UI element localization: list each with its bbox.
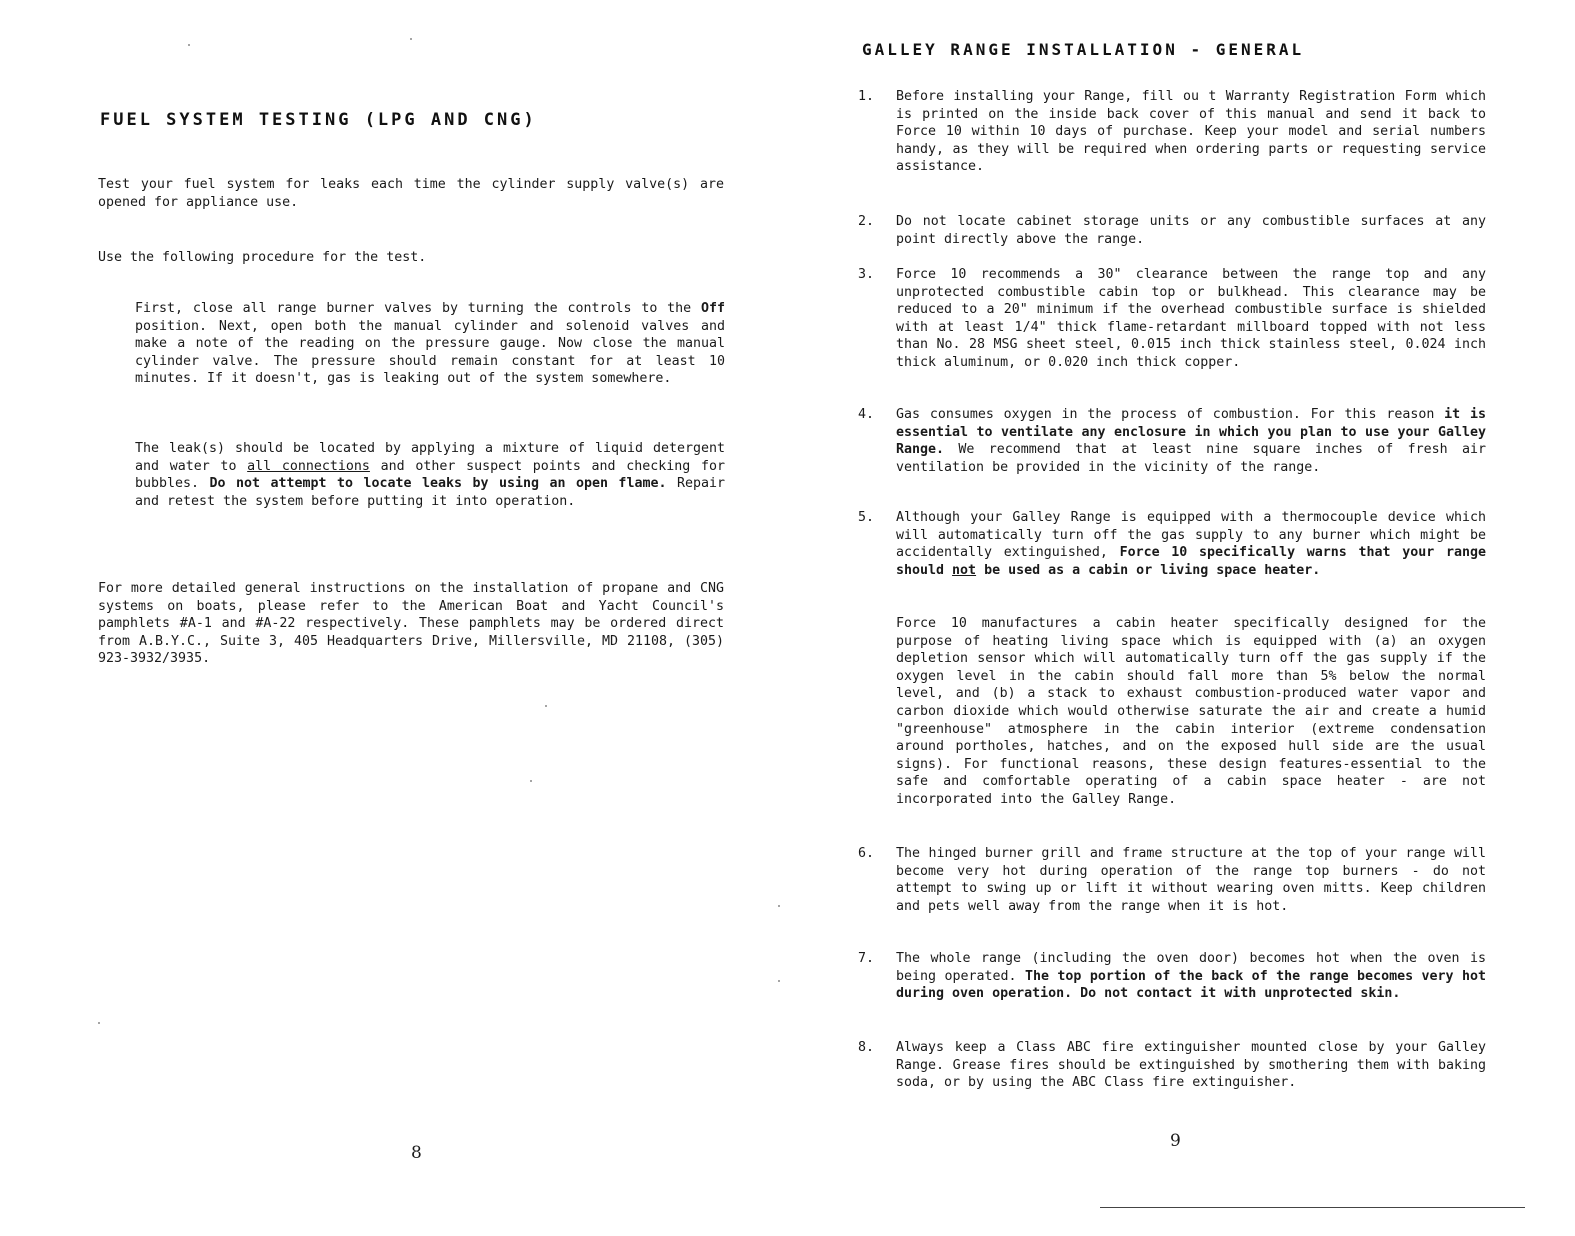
item-text: Before installing your Range, fill ou t Warranty Registration Form which is printed on the inside back cover of this manual and send it back to Force 10 within 10 days of purchase. Keep your model and serial numbers handy, as they will be required when ordering parts or requesting service assistance. bbox=[896, 89, 1486, 175]
item-text bbox=[896, 509, 1486, 579]
scan-speck bbox=[545, 705, 547, 707]
left-page-number: 8 bbox=[411, 1143, 422, 1163]
item-text bbox=[896, 950, 1486, 1003]
not-underlined: not bbox=[952, 562, 977, 578]
list-item bbox=[858, 406, 1488, 476]
list-item bbox=[858, 88, 1488, 176]
first-step-paragraph bbox=[135, 300, 725, 388]
procedure-paragraph: Use the following procedure for the test. bbox=[98, 250, 427, 265]
off-position-bold: Off bbox=[700, 301, 725, 316]
list-item bbox=[858, 845, 1488, 915]
oven-hot-text: The whole range (including the oven door) becomes hot when the oven is being operated. bbox=[896, 951, 1486, 984]
heater-warning-b: be used as a cabin or living space heater. bbox=[976, 562, 1321, 578]
scan-speck bbox=[410, 38, 412, 40]
list-item bbox=[858, 509, 1488, 579]
leak-text-a: The leak(s) should be located by applying a mixture of liquid detergent and water to bbox=[135, 441, 725, 474]
item-text: The hinged burner grill and frame structure at the top of your range will become very hot during operation of the range top burners - do not attempt to swing up or lift it without wearing oven mitts. Keep children and pets well away from the range when it is hot. bbox=[896, 846, 1486, 914]
thermocouple-text: Although your Galley Range is equipped with a thermocouple device which will automatically turn off the gas supply to any burner which might be accidentally extinguished, bbox=[896, 510, 1486, 561]
item-text: Always keep a Class ABC fire extinguisher mounted close by your Galley Range. Grease fires should be extinguished by smothering them with baking soda, or by using the ABC Class fire extinguisher. bbox=[896, 1040, 1486, 1091]
list-item bbox=[858, 213, 1488, 248]
fuel-system-testing-heading: FUEL SYSTEM TESTING (LPG AND CNG) bbox=[100, 110, 537, 130]
scan-speck bbox=[98, 1022, 100, 1024]
leak-text-b: and other suspect points and checking for bubbles. bbox=[135, 458, 725, 492]
right-page bbox=[780, 0, 1575, 1236]
galley-range-installation-heading: GALLEY RANGE INSTALLATION - GENERAL bbox=[862, 40, 1305, 59]
ventilation-text-a: Gas consumes oxygen in the process of combustion. For this reason bbox=[896, 407, 1445, 422]
list-item bbox=[858, 1039, 1488, 1092]
item-number: 2. bbox=[858, 214, 875, 229]
all-connections-underlined: all connections bbox=[247, 458, 370, 474]
item-number: 7. bbox=[858, 951, 875, 966]
right-page-number: 9 bbox=[1170, 1131, 1181, 1151]
item-number: 1. bbox=[858, 89, 875, 104]
ventilation-warning: it is essential to ventilate any enclosure in which you plan to use your Galley Range. bbox=[896, 407, 1486, 458]
heater-warning-a: Force 10 specifically warns that your range should bbox=[896, 545, 1487, 578]
leak-text-c: Repair and retest the system before putting it into operation. bbox=[135, 476, 725, 509]
open-flame-warning: Do not attempt to locate leaks by using an open flame. bbox=[209, 476, 667, 492]
intro-paragraph: Test your fuel system for leaks each time the cylinder supply valve(s) are opened for appliance use. bbox=[98, 177, 724, 210]
leak-location-paragraph bbox=[135, 440, 725, 510]
item-number: 6. bbox=[858, 846, 875, 861]
item-number: 5. bbox=[858, 510, 875, 525]
first-step-text-b: position. Next, open both the manual cylinder and solenoid valves and make a note of the reading on the pressure gauge. Now close the manual cylinder valve. The pressure should remain constant for at least 10 minutes. If it doesn't, gas is leaking out of the system somewhere. bbox=[135, 318, 725, 387]
left-page bbox=[0, 0, 780, 1236]
scan-rule-line bbox=[1100, 1207, 1525, 1208]
item-number: 8. bbox=[858, 1040, 875, 1055]
list-item bbox=[858, 266, 1488, 372]
first-step-text-a: First, close all range burner valves by turning the controls to the bbox=[135, 301, 701, 316]
item-number: 4. bbox=[858, 407, 875, 422]
cabin-heater-paragraph: Force 10 manufactures a cabin heater specifically designed for the purpose of heating living space which is equipped with (a) an oxygen depletion sensor which will automatically turn off the gas supply if the oxygen level in the cabin should fall more than 5% below the normal level, and (b) a stack to exhaust combustion-produced water vapor and carbon dioxide which would otherwise saturate the air and create a humid "greenhouse" atmosphere in the cabin interior (extreme condensation around portholes, hatches, and on the exposed hull side are the usual signs). For functional reasons, these design features-essential to the safe and comfortable operating of a cabin space heater - are not incorporated into the Galley Range. bbox=[896, 616, 1486, 807]
scan-speck bbox=[188, 44, 190, 46]
more-info-paragraph: For more detailed general instructions on the installation of propane and CNG systems on boats, please refer to the American Boat and Yacht Council's pamphlets #A-1 and #A-22 respectively. These pamphlets may be ordered direct from A.B.Y.C., Suite 3, 405 Headquarters Drive, Millersville, MD 21108, (305) 923-3932/3935. bbox=[98, 581, 724, 667]
list-item bbox=[858, 950, 1488, 1003]
scan-speck bbox=[530, 780, 532, 782]
item-text: Do not locate cabinet storage units or any combustible surfaces at any point directly above the range. bbox=[896, 214, 1486, 247]
oven-hot-warning: The top portion of the back of the range becomes very hot during oven operation. Do not contact it with unprotected skin. bbox=[896, 968, 1486, 1002]
item-text bbox=[896, 406, 1486, 476]
item-number: 3. bbox=[858, 267, 875, 282]
ventilation-text-b: We recommend that at least nine square inches of fresh air ventilation be provided in the vicinity of the range. bbox=[896, 442, 1486, 475]
item-text: Force 10 recommends a 30" clearance between the range top and any unprotected combustible cabin top or bulkhead. This clearance may be reduced to a 20" minimum if the overhead combustible surface is shielded with at least 1/4" thick flame-retardant millboard topped with not less than No. 28 MSG sheet steel, 0.015 inch thick stainless steel, 0.024 inch thick aluminum, or 0.020 inch thick copper. bbox=[896, 267, 1486, 370]
